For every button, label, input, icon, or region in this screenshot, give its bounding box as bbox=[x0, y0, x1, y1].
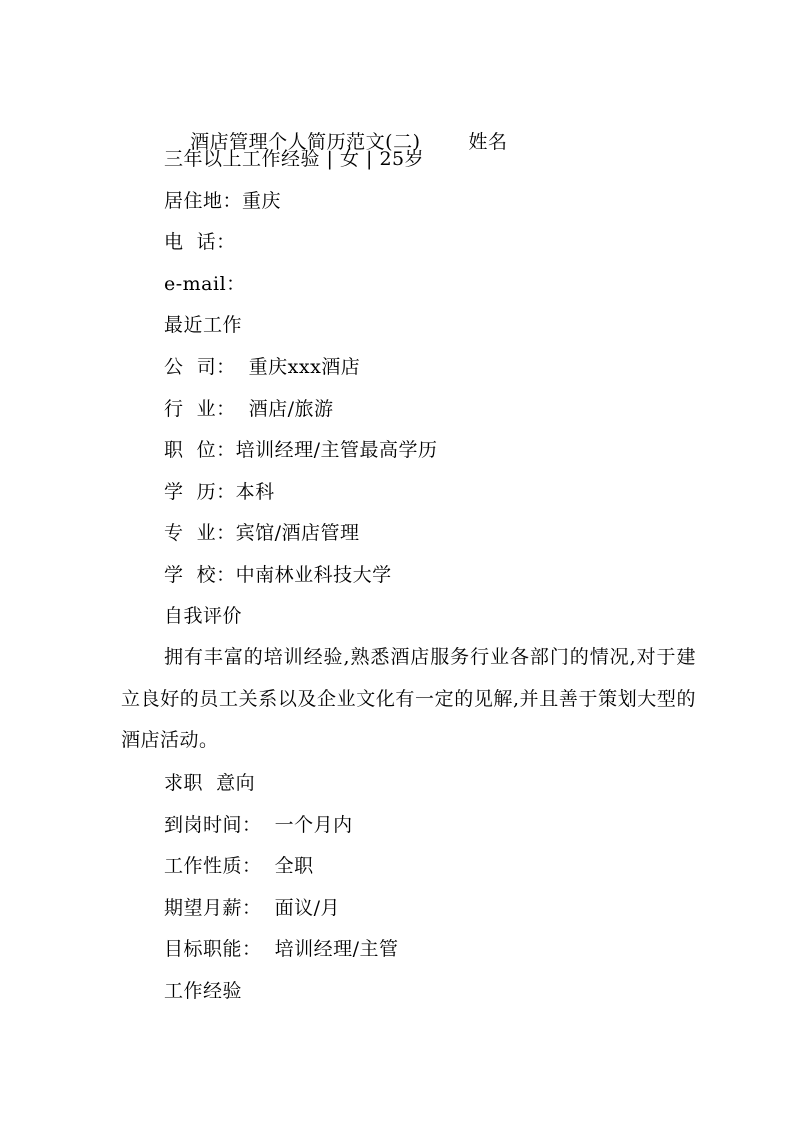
summary-line: 三年以上工作经验 | 女 | 25岁 bbox=[164, 148, 425, 170]
phone-line: 电 话： bbox=[164, 231, 236, 253]
self-eval-paragraph: 拥有丰富的培训经验,熟悉酒店服务行业各部门的情况,对于建立良好的员工关系以及企业文化有一定的见解,并且善于策划大型的酒店活动。 bbox=[121, 646, 696, 751]
arrival-time-line: 到岗时间： 一个月内 bbox=[164, 814, 353, 836]
school-line: 学 校：中南林业科技大学 bbox=[164, 564, 392, 586]
recent-work-heading: 最近工作 bbox=[164, 314, 243, 336]
email-line: e-mail： bbox=[164, 273, 246, 295]
name-label: 姓名 bbox=[468, 131, 508, 153]
self-eval-heading: 自我评价 bbox=[164, 605, 243, 627]
company-line: 公 司： 重庆xxx酒店 bbox=[164, 356, 361, 378]
job-intent-heading: 求职 意向 bbox=[164, 772, 256, 794]
residence-line: 居住地：重庆 bbox=[164, 190, 282, 212]
industry-line: 行 业： 酒店/旅游 bbox=[164, 398, 334, 420]
work-experience-heading: 工作经验 bbox=[164, 980, 243, 1002]
expected-salary-line: 期望月薪： 面议/月 bbox=[164, 897, 340, 919]
job-type-line: 工作性质： 全职 bbox=[164, 855, 314, 877]
education-line: 学 历：本科 bbox=[164, 481, 275, 503]
position-line: 职 位：培训经理/主管最高学历 bbox=[164, 439, 438, 461]
major-line: 专 业：宾馆/酒店管理 bbox=[164, 522, 360, 544]
resume-title: 酒店管理个人简历范文(二) bbox=[190, 131, 421, 153]
target-position-line: 目标职能： 培训经理/主管 bbox=[164, 938, 399, 960]
